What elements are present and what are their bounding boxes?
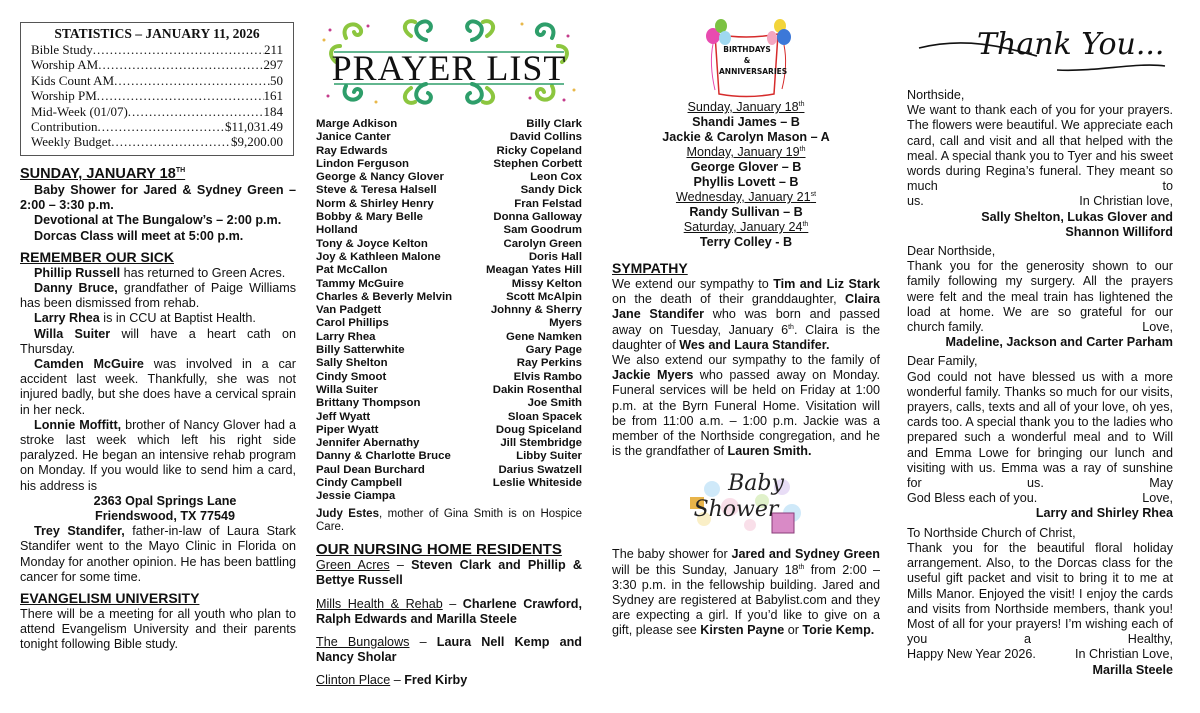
prayer-list-name: Libby Suiter xyxy=(516,450,582,463)
sunday-heading xyxy=(20,166,296,183)
stat-label: Worship PM xyxy=(31,88,97,104)
prayer-list-left-column xyxy=(316,118,461,504)
prayer-list-name: Cindy Campbell xyxy=(316,477,403,490)
stat-label: Mid-Week (01/07) xyxy=(31,103,128,119)
birthdays-list xyxy=(612,100,880,250)
sick-name: Larry Rhea xyxy=(34,311,100,326)
column-2 xyxy=(316,0,582,697)
nursing-residents: Steven Clark and Phillip & Bettye Russell xyxy=(316,558,582,588)
prayer-list-name: Gene Namken xyxy=(506,330,582,343)
prayer-list-name: Fran Felstad xyxy=(514,197,582,210)
sick-item xyxy=(20,418,296,494)
prayer-list-name: Leon Cox xyxy=(530,171,582,184)
statistics-box xyxy=(20,22,294,156)
prayer-list-name: Johnny & Sherry Myers xyxy=(490,304,582,330)
letter-last-text: us. xyxy=(907,194,924,209)
sick-name: Willa Suiter xyxy=(34,326,111,341)
prayer-list-name: Jeff Wyatt xyxy=(316,410,371,423)
text-segment: or xyxy=(784,623,803,638)
thank-you-letter xyxy=(907,526,1173,678)
text-segment: The baby shower for xyxy=(612,547,732,562)
stat-value: 297 xyxy=(263,57,283,73)
prayer-list-name: Lindon Ferguson xyxy=(316,157,410,170)
stat-value: 211 xyxy=(263,42,283,57)
text-segment: th xyxy=(798,563,805,571)
text-segment: We also extend our sympathy to the family of xyxy=(612,353,880,368)
birthday-name: Phyllis Lovett – B xyxy=(693,175,799,189)
sunday-item: Devotional at The Bungalow’s – 2:00 p.m. xyxy=(34,213,282,228)
nursing-home-entry xyxy=(316,558,582,588)
bold-name: Tim and Liz Stark xyxy=(773,277,880,291)
letter-greeting: Northside, xyxy=(907,88,965,102)
letter-closing: Love, xyxy=(1142,491,1173,506)
hospice-note-text: , mother of Gina Smith is on Hospice Care. xyxy=(316,507,582,533)
nursing-home-name: Clinton Place xyxy=(316,673,391,688)
thank-you-letter xyxy=(907,244,1173,350)
hospice-note xyxy=(316,508,582,535)
logo-line: Shower xyxy=(693,497,779,523)
prayer-list-name: Pat McCallon xyxy=(316,264,388,277)
baby-shower-text xyxy=(612,547,880,638)
stat-leader-dots xyxy=(111,134,231,149)
prayer-list-name: Leslie Whiteside xyxy=(492,477,582,490)
birthdays-logo xyxy=(612,0,880,100)
prayer-list-name: Cindy Smoot xyxy=(316,370,387,383)
birthday-name: Shandi James – B xyxy=(692,115,800,129)
prayer-list-name: Ray Edwards xyxy=(316,144,388,157)
letter-closing-line xyxy=(907,320,1173,335)
logo-line: Baby xyxy=(728,471,784,497)
prayer-list-banner xyxy=(316,0,582,112)
birthday-date-sup: st xyxy=(810,190,817,198)
text-segment: on the death of their granddaughter, xyxy=(612,292,845,307)
prayer-list-name: Elvis Rambo xyxy=(513,370,582,383)
prayer-list-name: Charles & Beverly Melvin xyxy=(316,290,453,303)
address-line-2: Friendswood, TX 77549 xyxy=(95,509,235,524)
letter-greeting: To Northside Church of Christ, xyxy=(907,525,1076,540)
hospice-note-name: Judy Estes xyxy=(316,507,379,520)
nursing-home-name: Green Acres xyxy=(316,558,390,573)
letter-signature: Larry and Shirley Rhea xyxy=(1035,506,1173,521)
stat-leader-dots xyxy=(93,42,264,57)
stat-leader-dots xyxy=(97,88,264,103)
prayer-list-name: Marge Adkison xyxy=(316,118,398,130)
sick-name: Lonnie Moffitt, xyxy=(34,417,122,432)
prayer-list-name: Bobby & Mary Belle Holland xyxy=(316,211,423,237)
stat-row xyxy=(31,88,283,103)
sunday-heading-sup: TH xyxy=(175,167,186,175)
sick-item xyxy=(20,327,296,357)
evangelism-heading: EVANGELISM UNIVERSITY xyxy=(20,590,200,607)
evangelism-text: There will be a meeting for all youth who plan to attend Evangelism University and their parents tonight following Bible study. xyxy=(20,607,296,652)
prayer-list-name: Jessie Ciampa xyxy=(316,490,396,503)
prayer-list-name: David Collins xyxy=(509,131,582,144)
prayer-list-name: Jill Stembridge xyxy=(500,437,582,450)
letter-signature: Marilla Steele xyxy=(1092,662,1173,677)
stat-row xyxy=(31,73,283,88)
logo-line: & xyxy=(743,56,751,65)
prayer-list-name: Sandy Dick xyxy=(520,184,582,197)
prayer-list-name: Dakin Rosenthal xyxy=(492,383,582,396)
prayer-list-name: Willa Suiter xyxy=(316,383,378,396)
stat-label: Worship AM xyxy=(31,57,99,73)
prayer-list-name: Paul Dean Burchard xyxy=(316,463,425,476)
birthday-date-sup: th xyxy=(798,100,805,108)
nursing-dash: – xyxy=(390,673,405,688)
prayer-list-name: Sally Shelton xyxy=(316,357,388,370)
prayer-list-name: Ricky Copeland xyxy=(496,144,582,157)
letter-last-text: God Bless each of you. xyxy=(907,491,1038,506)
nursing-dash: – xyxy=(442,596,463,611)
thank-you-banner xyxy=(907,0,1173,88)
nursing-home-name: The Bungalows xyxy=(316,635,410,650)
sick-name: Camden McGuire xyxy=(34,357,144,372)
thank-you-letter xyxy=(907,354,1173,521)
stat-label: Bible Study xyxy=(31,42,93,57)
stat-row xyxy=(31,134,283,149)
prayer-list-name: Tony & Joyce Kelton xyxy=(316,237,428,250)
letter-body: God could not have blessed us with a more wonderful family. Thanks so much for our visits, prayers, calls, texts and all of your love, oh yes, cards too. A special thank you to the ladies who prepared such a wonderful meal and to Will and Emma Lowe for bringing our lunch and visiting with us. Emma was a ray of sunshine for us. May xyxy=(907,369,1173,491)
birthday-date xyxy=(612,190,880,205)
bold-name: Kirsten Payne xyxy=(700,623,785,638)
birthday-name: Terry Colley - B xyxy=(699,235,793,249)
sunday-item: Baby Shower for Jared & Sydney Green – 2:00 – 3:30 p.m. xyxy=(20,183,296,213)
statistics-title: STATISTICS – JANUARY 11, 2026 xyxy=(54,26,260,41)
sick-text: was involved in a car accident last week. Thankfully, she was not injured badly, but she does have a cervical sprain in her neck. xyxy=(20,357,296,417)
prayer-list-name: Donna Galloway xyxy=(493,211,582,224)
prayer-list-name: Brittany Thompson xyxy=(316,397,421,410)
nursing-residents: Charlene Crawford, Ralph Edwards and Marilla Steele xyxy=(316,596,582,626)
prayer-list-name: Norm & Shirley Henry xyxy=(316,197,434,210)
birthday-name: George Glover – B xyxy=(690,160,802,174)
sick-text: has returned to Green Acres. xyxy=(120,265,286,280)
nursing-heading: OUR NURSING HOME RESIDENTS xyxy=(316,541,562,559)
sunday-item: Dorcas Class will meet at 5:00 p.m. xyxy=(34,228,244,243)
prayer-list-name: Meagan Yates Hill xyxy=(485,264,582,277)
sick-name: Danny Bruce, xyxy=(34,281,118,296)
letter-body: We want to thank each of you for your prayers. The flowers were beautiful. We appreciate each card, call and visit and all that helped with the meal. A special thank you to Tyer and his sweet words during Regina’s funeral. They meant so much to xyxy=(907,103,1173,194)
nursing-home-entry xyxy=(316,597,582,627)
bold-name: Claira Jane Standifer xyxy=(612,292,880,322)
birthday-date-text: Sunday, January 18 xyxy=(687,100,799,114)
nursing-residents: Fred Kirby xyxy=(404,673,468,688)
letter-last-text: church family. xyxy=(907,320,984,335)
sick-text: brother of Nancy Glover had a stroke last week which left his right side paralyzed. He began an intensive rehab program on Monday. If you would like to send him a card, his address is xyxy=(20,417,296,493)
bold-name: Torie Kemp. xyxy=(802,623,875,638)
letter-greeting: Dear Family, xyxy=(907,354,978,369)
stat-row xyxy=(31,119,283,134)
prayer-list-name: Van Padgett xyxy=(316,304,382,317)
logo-line: ANNIVERSARIES xyxy=(719,67,788,76)
letter-closing: In Christian love, xyxy=(1079,194,1173,209)
column-4 xyxy=(907,0,1173,678)
letter-signature: Madeline, Jackson and Carter Parham xyxy=(945,335,1173,350)
sunday-heading-text: SUNDAY, JANUARY 18 xyxy=(20,166,176,182)
prayer-list-name: Piper Wyatt xyxy=(316,423,379,436)
prayer-list-name: George & Nancy Glover xyxy=(316,171,444,184)
stat-leader-dots xyxy=(114,73,270,88)
birthday-date-text: Wednesday, January 21 xyxy=(675,190,811,204)
prayer-list-name: Danny & Charlotte Bruce xyxy=(316,450,451,463)
birthdays-logo-text xyxy=(719,44,788,77)
bold-name: Wes and Laura Standifer. xyxy=(679,337,830,352)
nursing-dash: – xyxy=(409,635,437,650)
nursing-home-entry xyxy=(316,635,582,665)
column-3 xyxy=(612,0,880,639)
prayer-list-name: Gary Page xyxy=(525,344,582,357)
stat-label: Weekly Budget xyxy=(31,134,112,150)
prayer-list-name: Steve & Teresa Halsell xyxy=(316,184,437,197)
letter-last-text: Happy New Year 2026. xyxy=(907,647,1036,662)
prayer-list-name: Carol Phillips xyxy=(316,317,389,330)
baby-shower-logo xyxy=(612,467,880,547)
text-segment: from 2:00 – 3:30 p.m. in the fellowship building. Jared and Sydney are registered at Babylist.com and they are expecting a girl. If you’d like to give on a gift, please see xyxy=(612,562,881,638)
logo-line: BIRTHDAYS xyxy=(723,45,771,54)
prayer-list-name: Tammy McGuire xyxy=(316,277,404,290)
birthday-date-sup: th xyxy=(802,220,809,228)
prayer-list-name: Joy & Kathleen Malone xyxy=(316,250,441,263)
nursing-home-name: Mills Health & Rehab xyxy=(316,596,443,611)
birthday-date xyxy=(612,220,880,235)
letter-body: Thank you for the generosity shown to our family following my surgery. All the prayers were felt and the meal train has lightened the load at home. We are so grateful for our xyxy=(907,259,1173,319)
birthday-date xyxy=(612,145,880,160)
nursing-dash: – xyxy=(389,558,412,573)
prayer-list-name: Janice Canter xyxy=(316,131,391,144)
letter-signature: Shannon Williford xyxy=(1065,224,1173,239)
letter-closing-line xyxy=(907,491,1173,506)
text-segment: who passed away on Monday. Funeral services will be held on Friday at 1:00 p.m. at the Byrn Funeral Home. Visitation will be from 11:00 a.m. – 1:00 p.m. Jackie was a member of the Northside congregation, and he is the grandfather of xyxy=(612,368,880,459)
stat-leader-dots xyxy=(97,119,225,134)
prayer-list-name: Sloan Spacek xyxy=(507,410,582,423)
sick-item xyxy=(20,357,296,418)
stat-row xyxy=(31,104,283,119)
nursing-home-entry xyxy=(316,673,582,688)
sympathy-paragraph-2 xyxy=(612,353,880,459)
sick-text: father-in-law of Laura Stark Standifer went to the Mayo Clinic in Florida on Monday for another opinion. He has been battling cancer for some time. xyxy=(20,524,296,584)
stat-value: $11,031.49 xyxy=(224,119,283,135)
baby-shower-logo-text xyxy=(612,469,880,525)
birthday-date-text: Monday, January 19 xyxy=(686,145,800,159)
sympathy-paragraph-1 xyxy=(612,277,880,353)
stat-value: $9,200.00 xyxy=(231,134,283,150)
stat-row xyxy=(31,57,283,72)
sick-text: grandfather of Paige Williams has been dismissed from rehab. xyxy=(20,281,296,311)
stat-label: Contribution xyxy=(31,119,98,135)
sick-name: Trey Standifer, xyxy=(34,524,125,539)
birthday-name: Randy Sullivan – B xyxy=(689,205,803,219)
bold-name: Jared and Sydney Green xyxy=(731,547,880,562)
prayer-list-name: Darius Swatzell xyxy=(498,463,582,476)
prayer-list-name: Stephen Corbett xyxy=(493,157,582,170)
prayer-list-name: Joe Smith xyxy=(527,397,582,410)
letter-closing: Love, xyxy=(1142,320,1173,335)
text-segment: . Claira is the daughter of xyxy=(612,322,880,352)
nursing-residents: Laura Nell Kemp and Nancy Sholar xyxy=(316,635,582,665)
prayer-list-name: Missy Kelton xyxy=(511,277,582,290)
prayer-list xyxy=(316,118,582,504)
bold-name: Lauren Smith. xyxy=(727,444,812,459)
stat-label: Kids Count AM xyxy=(31,72,115,88)
prayer-list-title: PRAYER LIST xyxy=(331,48,567,88)
birthday-date-text: Saturday, January 24 xyxy=(683,220,803,234)
birthday-date xyxy=(612,100,880,115)
sick-item xyxy=(20,524,296,585)
prayer-list-right-column xyxy=(461,118,582,504)
prayer-list-name: Carolyn Green xyxy=(503,237,582,250)
sick-item xyxy=(20,311,296,326)
stat-leader-dots xyxy=(98,57,263,72)
prayer-list-name: Billy Clark xyxy=(526,118,582,130)
letter-greeting: Dear Northside, xyxy=(907,244,996,259)
stat-row xyxy=(31,42,283,57)
sick-item xyxy=(20,281,296,311)
text-segment: We extend our sympathy to xyxy=(612,277,774,291)
thank-you-letter xyxy=(907,88,1173,240)
sick-name: Phillip Russell xyxy=(34,265,121,280)
letter-closing-line xyxy=(907,194,1173,209)
letter-body: Thank you for the beautiful floral holiday arrangement. Also, to the Dorcas class for the useful gift packet and visit to bring it to me at Mills Manor. Enjoyed the visit! I enjoy the cards and visits from Northside members, thank you! Most of all for your prayers! I’m wishing each of you a Healthy, xyxy=(907,540,1173,647)
text-segment: who was born and passed away on Tuesday, January 6 xyxy=(612,307,880,337)
sick-heading: REMEMBER OUR SICK xyxy=(20,248,175,265)
birthday-name: Jackie & Carolyn Mason – A xyxy=(662,130,830,144)
sick-text: will have a heart cath on Thursday. xyxy=(20,326,297,356)
sick-item xyxy=(20,266,296,281)
sympathy-heading: SYMPATHY xyxy=(612,260,688,276)
sick-text: is in CCU at Baptist Health. xyxy=(99,311,256,326)
stat-leader-dots xyxy=(128,104,264,119)
letter-signature: Sally Shelton, Lukas Glover and xyxy=(981,209,1173,224)
prayer-list-name: Sam Goodrum xyxy=(503,224,582,237)
thank-you-title: Thank You... xyxy=(977,27,1165,62)
address-line-1: 2363 Opal Springs Lane xyxy=(93,493,237,508)
stat-value: 161 xyxy=(263,88,283,104)
birthday-date-sup: th xyxy=(799,145,806,153)
stat-value: 50 xyxy=(270,72,283,88)
letter-closing-line xyxy=(907,647,1173,662)
stat-value: 184 xyxy=(263,103,283,119)
letter-closing: In Christian Love, xyxy=(1074,647,1173,662)
text-segment: will be this Sunday, January 18 xyxy=(612,562,799,577)
prayer-list-name: Larry Rhea xyxy=(316,330,376,343)
prayer-list-name: Doug Spiceland xyxy=(495,423,582,436)
prayer-list-name: Billy Satterwhite xyxy=(316,344,405,357)
prayer-list-name: Scott McAlpin xyxy=(506,290,582,303)
text-segment: th xyxy=(788,323,794,331)
prayer-list-name: Doris Hall xyxy=(528,250,582,263)
column-1 xyxy=(20,166,296,653)
prayer-list-name: Ray Perkins xyxy=(516,357,582,370)
prayer-list-name: Jennifer Abernathy xyxy=(316,437,420,450)
bold-name: Jackie Myers xyxy=(612,368,694,383)
